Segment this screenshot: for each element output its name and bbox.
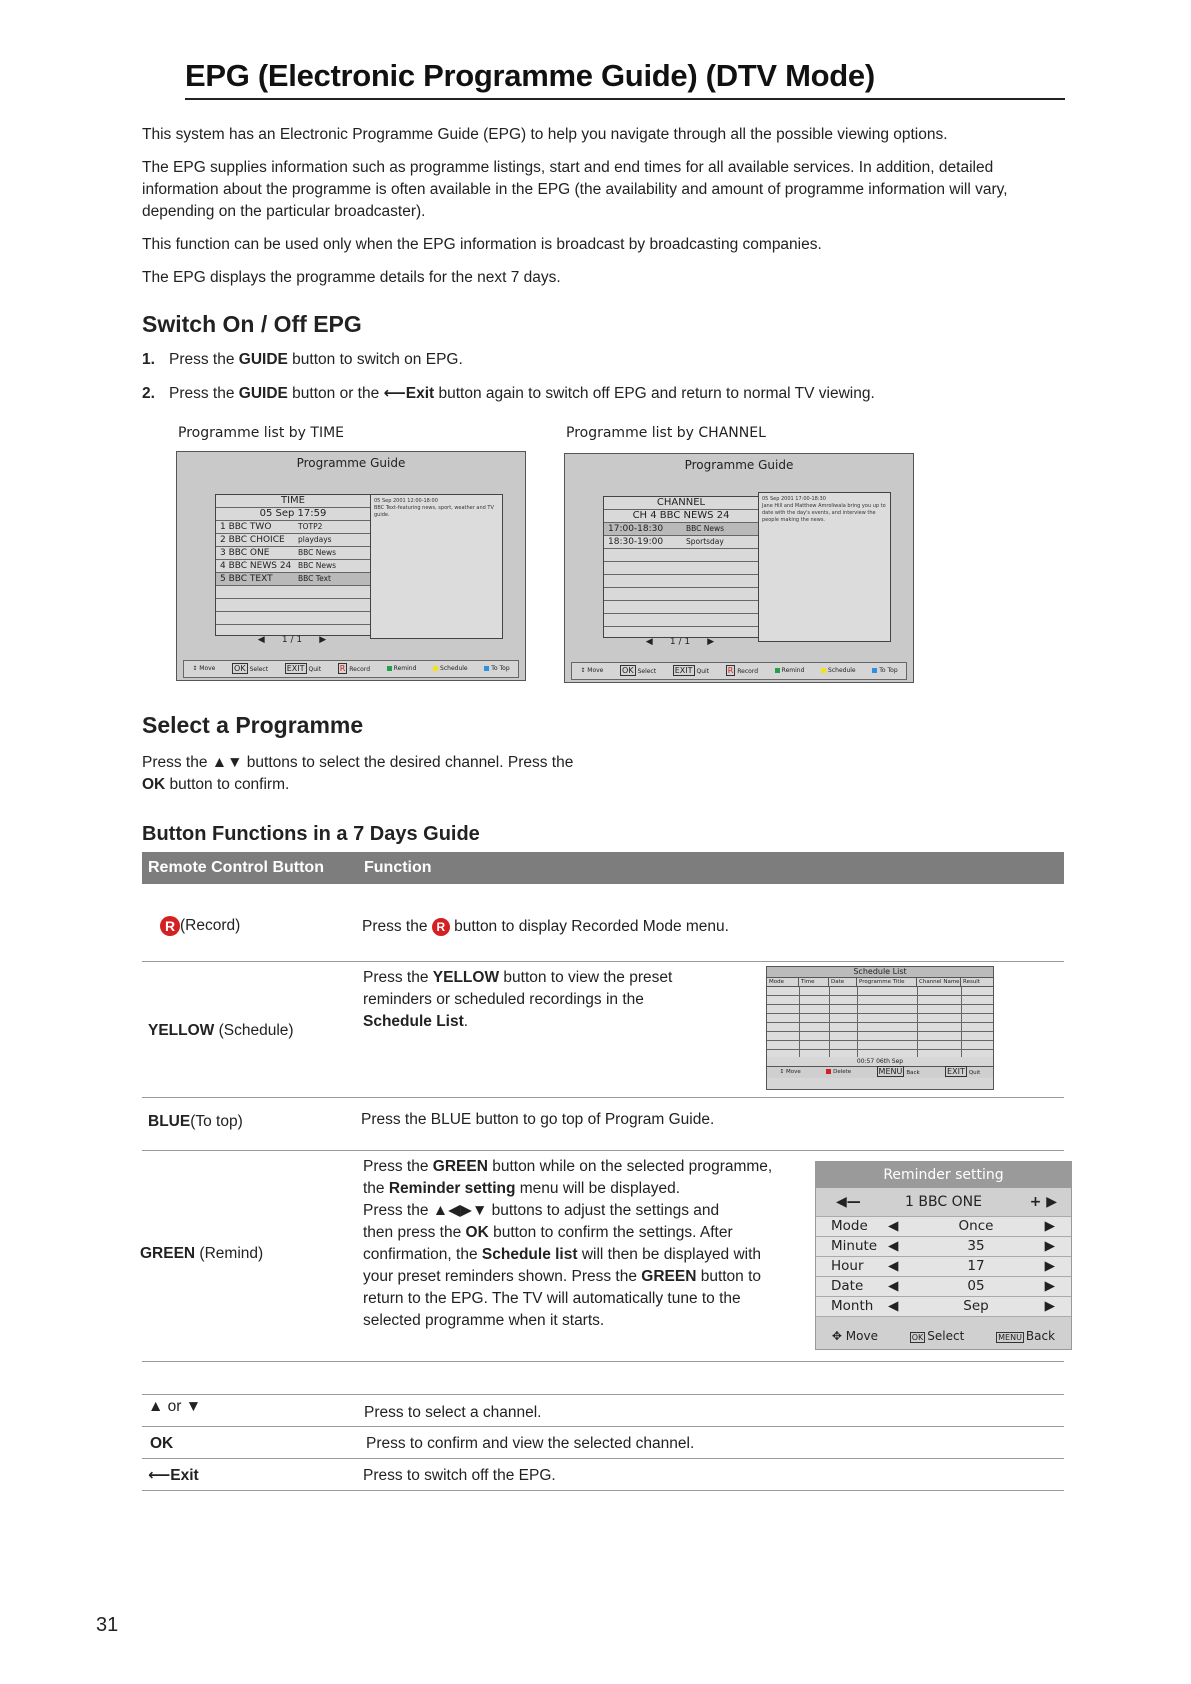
select-heading: Select a Programme (142, 712, 364, 738)
time-list: TIME 05 Sep 17:59 1 BBC TWO TOTP2 2 BBC CHOICE playdays 3 BBC ONE BBC News 4 BBC NEWS 24 BBC News 5 BBC TEXT BBC Text (215, 494, 371, 636)
updown-key: ▲ or ▼ (148, 1398, 202, 1415)
page-number: 31 (96, 1614, 119, 1636)
blue-desc: Press the BLUE button to go top of Program Guide. (361, 1111, 715, 1128)
direction-arrows-icon: ▲◀▶▼ (432, 1202, 488, 1219)
record-key: R (Record) (160, 915, 240, 937)
caption-by-time: Programme list by TIME (178, 425, 345, 441)
step-2: 2. Press the GUIDE button or the ⟵Exit button again to switch off EPG and return to normal TV viewing. (142, 385, 875, 402)
up-down-icon: ▲▼ (211, 754, 243, 771)
blue-key: BLUE(To top) (148, 1113, 243, 1130)
caption-by-channel: Programme list by CHANNEL (566, 425, 766, 441)
row-divider (142, 1490, 1064, 1491)
ok-desc: Press to confirm and view the selected channel. (366, 1435, 695, 1452)
row-divider (142, 1458, 1064, 1459)
epg-channel-screenshot: Programme Guide CHANNEL CH 4 BBC NEWS 24 17:00-18:30 BBC News 18:30-19:00 Sportsday ◀ 1 / 1 ▶ 05 Sep 2001 17:00-18:30 Jane Hill and Matthew Amroliwala bring you up to date with the day's events, and interview the people making the news. ↕ Move OK Select EXIT Quit R Record Remind Schedule To Top (564, 453, 914, 683)
row-divider (142, 1150, 1064, 1151)
schedule-list-screenshot: Schedule List Mode Time Date Programme Title Channel Name Result 00:57 06th Sep ↕ Move Delete MENU Back EXIT Quit (766, 966, 994, 1090)
time-button-bar: ↕ Move OK Select EXIT Quit R Record Remind Schedule To Top (183, 660, 519, 678)
channel-pager: ◀ 1 / 1 ▶ (645, 637, 715, 647)
exit-key: ⟵Exit (148, 1467, 199, 1484)
step-1: 1. Press the GUIDE button to switch on EPG. (142, 351, 463, 368)
intro-paragraph-1: This system has an Electronic Programme Guide (EPG) to help you navigate through all the possible viewing options. (142, 126, 948, 143)
exit-desc: Press to switch off the EPG. (363, 1467, 556, 1484)
intro-paragraph-3: This function can be used only when the EPG information is broadcast by broadcasting companies. (142, 236, 822, 253)
channel-info-panel: 05 Sep 2001 17:00-18:30 Jane Hill and Matthew Amroliwala bring you up to date with the day's events, and interview the people making the news. (758, 492, 891, 642)
row-divider (142, 1097, 1064, 1098)
select-text: Press the ▲▼ buttons to select the desired channel. Press the OK button to confirm. (142, 754, 574, 793)
reminder-setting-screenshot: Reminder setting ◀— 1 BBC ONE + ▶ Mode ◀ Once ▶ Minute ◀ 35 ▶ Hour ◀ 17 ▶ Date ◀ 05 ▶ Month ◀ Sep ▶ ✥ Move OK Select MENU Back (815, 1161, 1072, 1350)
intro-paragraph-2: The EPG supplies information such as programme listings, start and end times for all available services. In addition, detailed information about the programme is often available in the EPG (the availability and amount of programme information will vary, depending on the particular broadcaster). (142, 159, 1008, 220)
yellow-desc: Press the YELLOW button to view the preset reminders or scheduled recordings in the Schedule List. (363, 969, 673, 1030)
row-divider (142, 1361, 1064, 1362)
channel-button-bar: ↕ Move OK Select EXIT Quit R Record Remind Schedule To Top (571, 662, 907, 680)
record-icon: R (160, 916, 180, 936)
row-divider (142, 961, 1064, 962)
green-key: GREEN (Remind) (140, 1245, 264, 1262)
yellow-key: YELLOW (Schedule) (148, 1022, 294, 1039)
functions-table-header: Remote Control Button Function (142, 852, 1064, 884)
exit-icon: ⟵ (148, 1467, 171, 1484)
record-desc: Press the R button to display Recorded Mode menu. (362, 918, 729, 935)
switch-heading: Switch On / Off EPG (142, 311, 362, 337)
epg-time-screenshot: Programme Guide TIME 05 Sep 17:59 1 BBC TWO TOTP2 2 BBC CHOICE playdays 3 BBC ONE BBC News 4 BBC NEWS 24 BBC News 5 BBC TEXT BBC Text ◀ 1 / 1 ▶ 05 Sep 2001 12:00-18:00 BBC Text-featuring news, sport, weather and TV guide. ↕ Move OK Select EXIT Quit R Record Remind Schedule To Top (176, 451, 526, 681)
record-icon-inline: R (432, 918, 450, 936)
row-divider (142, 1426, 1064, 1427)
functions-heading: Button Functions in a 7 Days Guide (142, 823, 480, 845)
updown-desc: Press to select a channel. (364, 1404, 542, 1421)
channel-list: CHANNEL CH 4 BBC NEWS 24 17:00-18:30 BBC News 18:30-19:00 Sportsday (603, 496, 759, 638)
exit-icon: ⟵ (383, 385, 406, 402)
time-info-panel: 05 Sep 2001 12:00-18:00 BBC Text-featuring news, sport, weather and TV guide. (370, 494, 503, 639)
green-desc: Press the GREEN button while on the selected programme, the Reminder setting menu will be displayed. Press the ▲◀▶▼ buttons to adjust the settings and then press the OK button to confirm the settings. After confirmation, the Schedule list will then be displayed with your preset reminders shown. Press the GREEN button to return to the EPG. The TV will automatically tune to the selected programme when it starts. (363, 1158, 773, 1329)
ok-key: OK (150, 1435, 174, 1452)
intro-paragraph-4: The EPG displays the programme details for the next 7 days. (142, 269, 561, 286)
row-divider (142, 1394, 1064, 1395)
page-title: EPG (Electronic Programme Guide) (DTV Mode) (185, 58, 1065, 100)
time-pager: ◀ 1 / 1 ▶ (257, 635, 327, 645)
